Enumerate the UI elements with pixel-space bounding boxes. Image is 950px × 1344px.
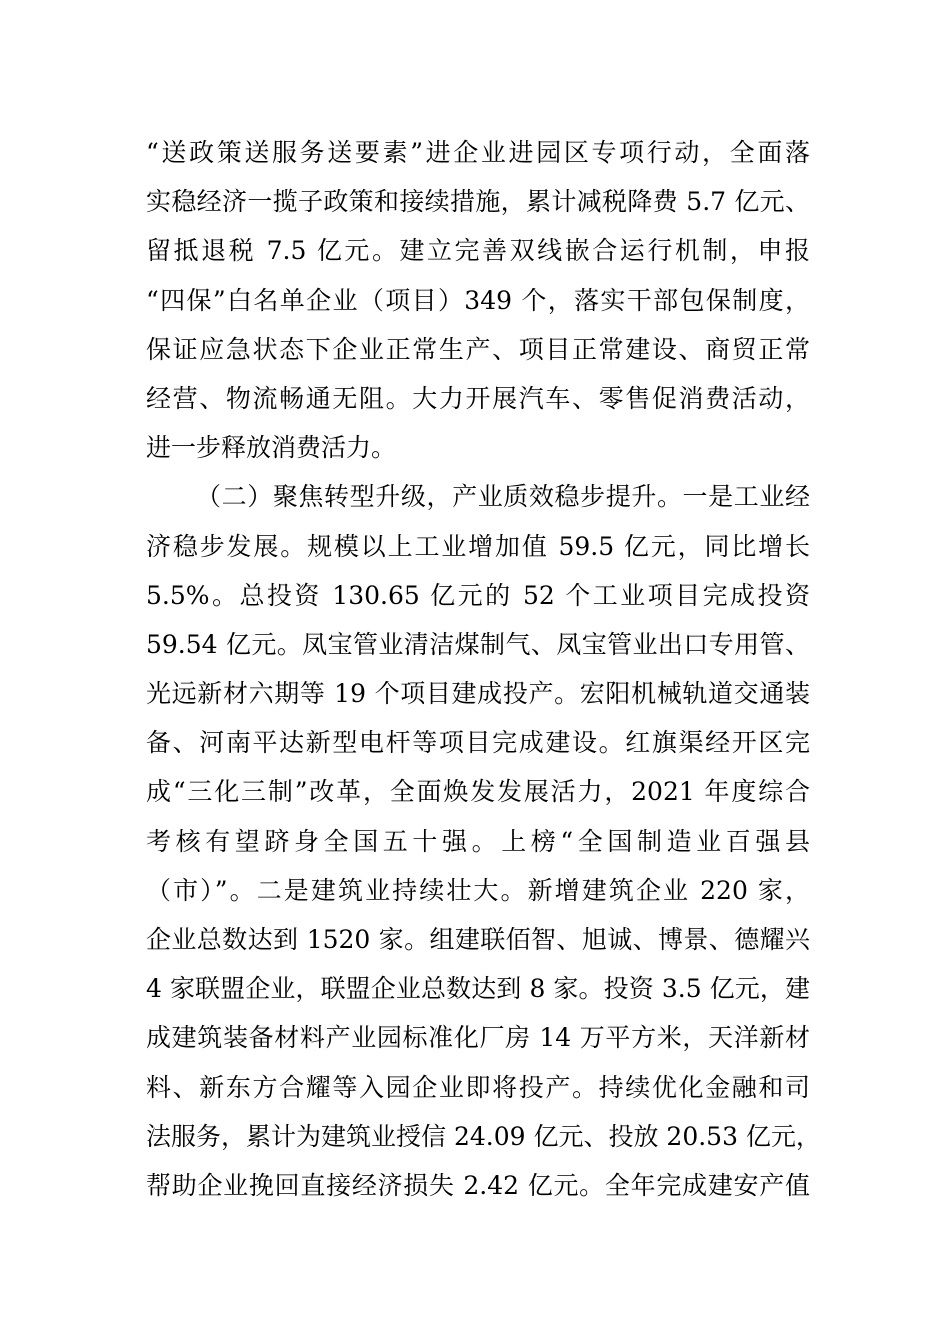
text-line: 成“三化三制”改革，全面焕发发展活力，2021 年度综合	[146, 777, 810, 807]
text-line: “四保”白名单企业（项目）349 个，落实干部包保制度，	[146, 285, 810, 315]
text-line: 济稳步发展。规模以上工业增加值 59.5 亿元，同比增长	[146, 531, 810, 561]
text-line: 光远新材六期等 19 个项目建成投产。宏阳机械轨道交通装	[146, 679, 810, 709]
text-line: 留抵退税 7.5 亿元。建立完善双线嵌合运行机制，申报	[146, 236, 810, 266]
text-line: （市）”。二是建筑业持续壮大。新增建筑企业 220 家，	[146, 875, 810, 905]
text-line: 考核有望跻身全国五十强。上榜“全国制造业百强县	[146, 826, 810, 856]
text-line: 料、新东方合耀等入园企业即将投产。持续优化金融和司	[146, 1072, 810, 1102]
text-line: 经营、物流畅通无阻。大力开展汽车、零售促消费活动，	[146, 383, 810, 413]
text-line: 企业总数达到 1520 家。组建联佰智、旭诚、博景、德耀兴	[146, 925, 810, 954]
text-line: 帮助企业挽回直接经济损失 2.42 亿元。全年完成建安产值	[146, 1170, 810, 1200]
text-line: 成建筑装备材料产业园标准化厂房 14 万平方米，天洋新材	[146, 1023, 810, 1053]
text-line: 4 家联盟企业，联盟企业总数达到 8 家。投资 3.5 亿元，建	[146, 974, 810, 1004]
text-line: “送政策送服务送要素”进企业进园区专项行动，全面落	[146, 138, 810, 167]
body-text	[146, 128, 821, 1210]
text-line: 5.5%。总投资 130.65 亿元的 52 个工业项目完成投资	[146, 580, 810, 610]
text-line: 59.54 亿元。凤宝管业清洁煤制气、凤宝管业出口专用管、	[146, 629, 810, 659]
text-line: 实稳经济一揽子政策和接续措施，累计减税降费 5.7 亿元、	[146, 187, 810, 217]
text-line: （二）聚焦转型升级，产业质效稳步提升。一是工业经	[196, 482, 810, 512]
text-line: 保证应急状态下企业正常生产、项目正常建设、商贸正常	[146, 334, 810, 364]
text-line: 备、河南平达新型电杆等项目完成建设。红旗渠经开区完	[146, 728, 810, 758]
text-line: 进一步释放消费活力。	[146, 433, 397, 463]
text-line: 法服务，累计为建筑业授信 24.09 亿元、投放 20.53 亿元，	[146, 1121, 821, 1151]
